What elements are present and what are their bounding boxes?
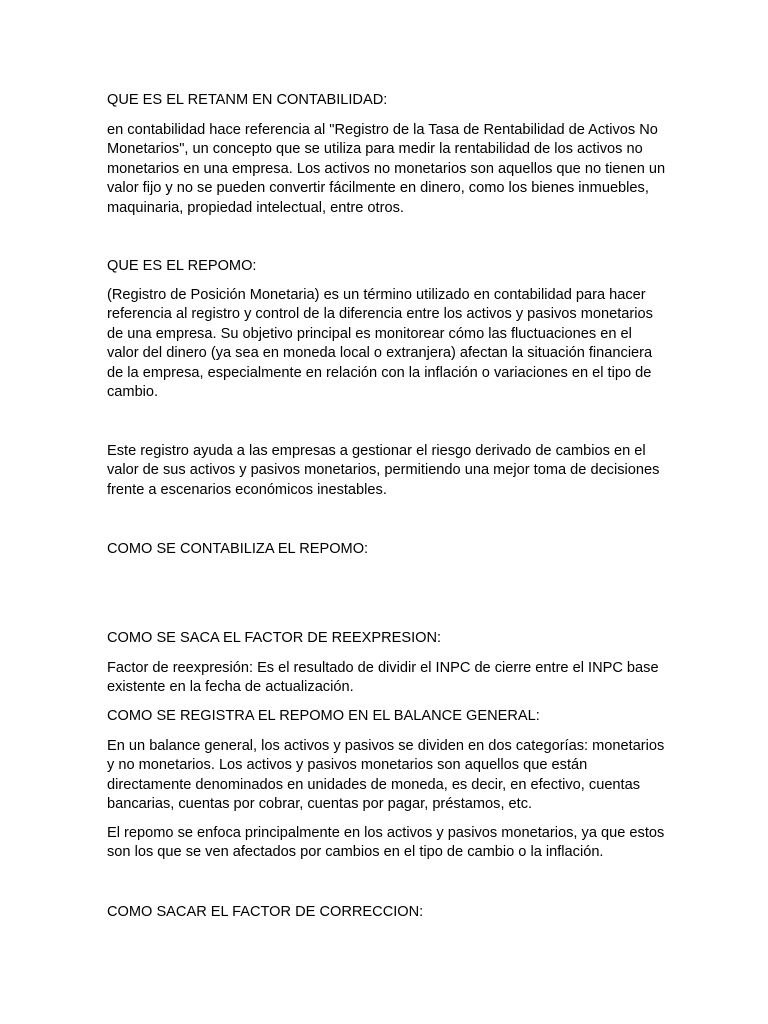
- paragraph-balance-general: En un balance general, los activos y pasivos se dividen en dos categorías: monetarios y no monetarios. Los activos y pasivos monetarios son aquellos que están directamente denominados en unidades de moneda, es decir, en efectivo, cuentas bancarias, cuentas por cobrar, cuentas por pagar, préstamos, etc.: [107, 738, 665, 813]
- paragraph-retanm-definition: en contabilidad hace referencia al "Registro de la Tasa de Rentabilidad de Activos No Monetarios", un concepto que se utiliza para medir la rentabilidad de los activos no monetarios en una empresa. Los activos no monetarios son aquellos que no tienen un valor fijo y no se pueden convertir fácilmente en dinero, como los bienes inmuebles, maquinaria, propiedad intelectual, entre otros.: [107, 122, 666, 216]
- heading-factor-correccion: COMO SACAR EL FACTOR DE CORRECCION:: [107, 904, 424, 920]
- heading-retanm: QUE ES EL RETANM EN CONTABILIDAD:: [107, 92, 388, 108]
- heading-factor-reexpresion: COMO SE SACA EL FACTOR DE REEXPRESION:: [107, 630, 442, 646]
- paragraph-factor-reexpresion: Factor de reexpresión: Es el resultado de dividir el INPC de cierre entre el INPC base existente en la fecha de actualización.: [107, 660, 659, 696]
- paragraph-repomo-purpose: Este registro ayuda a las empresas a gestionar el riesgo derivado de cambios en el valor de sus activos y pasivos monetarios, permitiendo una mejor toma de decisiones frente a escenarios económicos inestables.: [107, 443, 660, 498]
- heading-repomo: QUE ES EL REPOMO:: [107, 258, 257, 274]
- heading-registra-repomo: COMO SE REGISTRA EL REPOMO EN EL BALANCE GENERAL:: [107, 708, 540, 724]
- paragraph-repomo-enfoque: El repomo se enfoca principalmente en los activos y pasivos monetarios, ya que estos son los que se ven afectados por cambios en el tipo de cambio o la inflación.: [107, 825, 665, 861]
- paragraph-repomo-definition: (Registro de Posición Monetaria) es un término utilizado en contabilidad para hacer referencia al registro y control de la diferencia entre los activos y pasivos monetarios de una empresa. Su objetivo principal es monitorear cómo las fluctuaciones en el valor del dinero (ya sea en moneda local o extranjera) afectan la situación financiera de la empresa, especialmente en relación con la inflación o variaciones en el tipo de cambio.: [107, 287, 653, 401]
- heading-contabiliza-repomo: COMO SE CONTABILIZA EL REPOMO:: [107, 541, 369, 557]
